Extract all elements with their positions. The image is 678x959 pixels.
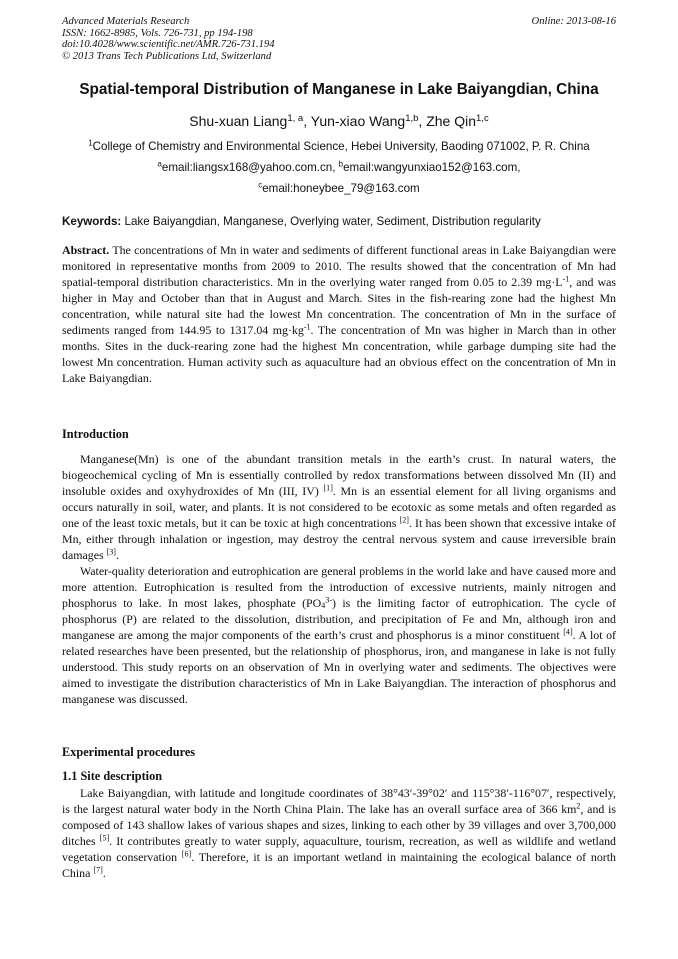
author-affil-mark: 1, a: [287, 112, 304, 124]
email-line: [62, 178, 616, 199]
affiliation-mark: 1: [88, 138, 93, 148]
paragraph-text: .: [116, 548, 119, 562]
abstract-label: Abstract.: [62, 243, 110, 257]
chemical-subscript: 4: [321, 601, 326, 611]
paragraph-text: . A lot of related researches have been presented, but the relationship of phosphorus, iron, and manganese in lake is not fully understood. This study reports on an observation of Mn in overlying water and sediments. The objectives were aimed to investigate the distribution characteristics of Mn in Lake Baiyangdian. The interaction of phosphorus and manganese was discussed.: [62, 628, 617, 706]
introduction-heading: Introduction: [62, 427, 129, 441]
author-list: [62, 113, 616, 129]
introduction-paragraph: [62, 563, 616, 707]
paragraph-text: . Therefore, it is an important wetland in maintaining the ecological balance of north China: [62, 850, 616, 880]
journal-name: Advanced Materials Research: [62, 16, 190, 27]
paragraph-text: . Mn is an essential element for all living organisms and occurs naturally in soil, water, and plants. It is not considered to be ecotoxic as some metals and often regarded as one of the least toxic metals, but it can be toxic at high concentrations: [62, 484, 616, 530]
copyright-line: © 2013 Trans Tech Publications Ltd, Switzerland: [62, 50, 272, 62]
abstract-text: . The concentration of Mn was higher in March than in other months. Sites in the duck-rearing zone had the highest Mn concentration, while garbage dumping site had the lowest Mn concentration. Human activity such as aquaculture had an obvious effect on the concentration of Mn in Lake Baiyangdian.: [62, 323, 616, 385]
paragraph-text: . It has been shown that excessive intake of Mn, either through inhalation or ingestion, may destroy the central nervous system and cause irreversible brain damages: [62, 516, 616, 562]
experimental-heading: Experimental procedures: [62, 745, 196, 759]
author-affil-mark: 1,c: [476, 112, 489, 124]
paragraph-text: Lake Baiyangdian, with latitude and longitude coordinates of 38°43′-39°02′ and 115°38′-116°07′, respectively, is the largest natural water body in the North China Plain. The lake has an overall surface area of 366 km: [62, 786, 616, 816]
affiliation-line: [62, 136, 616, 157]
abstract-paragraph: [62, 242, 616, 386]
citation-ref[interactable]: [4]: [563, 627, 573, 637]
citation-ref[interactable]: [6]: [181, 849, 192, 859]
unit-exponent: 2: [576, 801, 581, 811]
email-link[interactable]: email:liangsx168@yahoo.com.cn,: [161, 161, 339, 174]
citation-ref[interactable]: [2]: [399, 515, 409, 525]
chemical-charge: 3-: [325, 595, 333, 605]
citation-ref[interactable]: [3]: [106, 547, 116, 557]
email-mark: a: [157, 159, 162, 169]
keywords-line: [62, 215, 616, 228]
introduction-paragraph: [62, 451, 616, 563]
paragraph-text: Water-quality deterioration and eutrophication are general problems in the world lake and have caused more and more attention. Eutrophication is resulted from the introduction of excessive nutrients, mainly nitrogen and phosphorus to lake. In most lakes, phosphate (PO: [62, 564, 616, 610]
issn-line: ISSN: 1662-8985, Vols. 726-731, pp 194-198: [62, 27, 253, 39]
paragraph-text: . It contributes greatly to water supply, aquaculture, tourism, recreation, as well as wildlife and wetland vegetation conservation: [62, 834, 616, 864]
keywords-label: Keywords:: [62, 215, 122, 228]
email-link[interactable]: email:wangyunxiao152@163.com,: [343, 161, 521, 174]
abstract-text: The concentrations of Mn in water and sediments of different functional areas in Lake Baiyangdian were monitored in representative months from 2009 to 2010. The results showed that the concentration of Mn had spatial-temporal distribution characteristics. Mn in the overlying water ranged from 0.05 to 2.39 mg·L: [62, 243, 616, 289]
author-name: Shu-xuan Liang: [189, 113, 288, 129]
keywords-text: Lake Baiyangdian, Manganese, Overlying water, Sediment, Distribution regularity: [121, 215, 541, 228]
author-affil-mark: 1,b: [405, 112, 419, 124]
email-link[interactable]: email:honeybee_79@163.com: [262, 182, 420, 195]
abstract-text: , and was higher in May and October than that in August and March. Sites in the fish-rearing zone had the highest Mn concentration, while natural site had the lowest Mn concentration. The concentration of Mn in the surface of sediments ranged from 144.95 to 1317.04 mg·kg: [62, 275, 616, 337]
citation-ref[interactable]: [1]: [323, 483, 333, 493]
email-mark: b: [338, 159, 344, 169]
paper-title: Spatial-temporal Distribution of Manganese in Lake Baiyangdian, China: [79, 81, 599, 98]
email-mark: c: [258, 180, 263, 190]
introduction-section: [62, 451, 616, 707]
site-description-section: [62, 785, 616, 881]
email-line: [62, 157, 616, 178]
paragraph-text: , and is composed of 143 shallow lakes of various shapes and sizes, linking to each other by 39 villages and over 3,700,000 ditches: [62, 802, 616, 848]
citation-ref[interactable]: [5]: [99, 833, 110, 843]
author-separator: ,: [418, 113, 427, 129]
author-separator: ,: [303, 113, 311, 129]
unit-exponent: -1: [303, 322, 311, 332]
doi-line: doi:10.4028/www.scientific.net/AMR.726-731.194: [62, 39, 275, 51]
paragraph-text: Manganese(Mn) is one of the abundant transition metals in the earth’s crust. In natural waters, the biogeochemical cycling of Mn is essentially controlled by redox transformations between dissolved Mn (II) and insoluble oxides and oxyhydroxides of Mn (III, IV): [62, 452, 616, 498]
site-description-paragraph: [62, 785, 616, 881]
affiliation-text: College of Chemistry and Environmental Science, Hebei University, Baoding 071002, P. R. China: [92, 140, 590, 153]
online-date: Online: 2013-08-16: [531, 16, 616, 27]
site-description-heading: 1.1 Site description: [62, 769, 163, 783]
citation-ref[interactable]: [7]: [93, 865, 103, 875]
paragraph-text: ) is the limiting factor of eutrophication. The cycle of phosphorus (P) are related to the dissolution, distribution, and precipitation of Fe and Mn, although iron and manganese are among the major components of the earth’s crust and phosphorus is a minor constituent: [62, 596, 616, 642]
paragraph-text: .: [102, 866, 106, 880]
unit-exponent: -1: [562, 274, 570, 284]
author-name: Yun-xiao Wang: [310, 113, 406, 129]
affiliation-block: [62, 136, 616, 199]
journal-header: [62, 16, 616, 62]
author-name: Zhe Qin: [426, 113, 477, 129]
